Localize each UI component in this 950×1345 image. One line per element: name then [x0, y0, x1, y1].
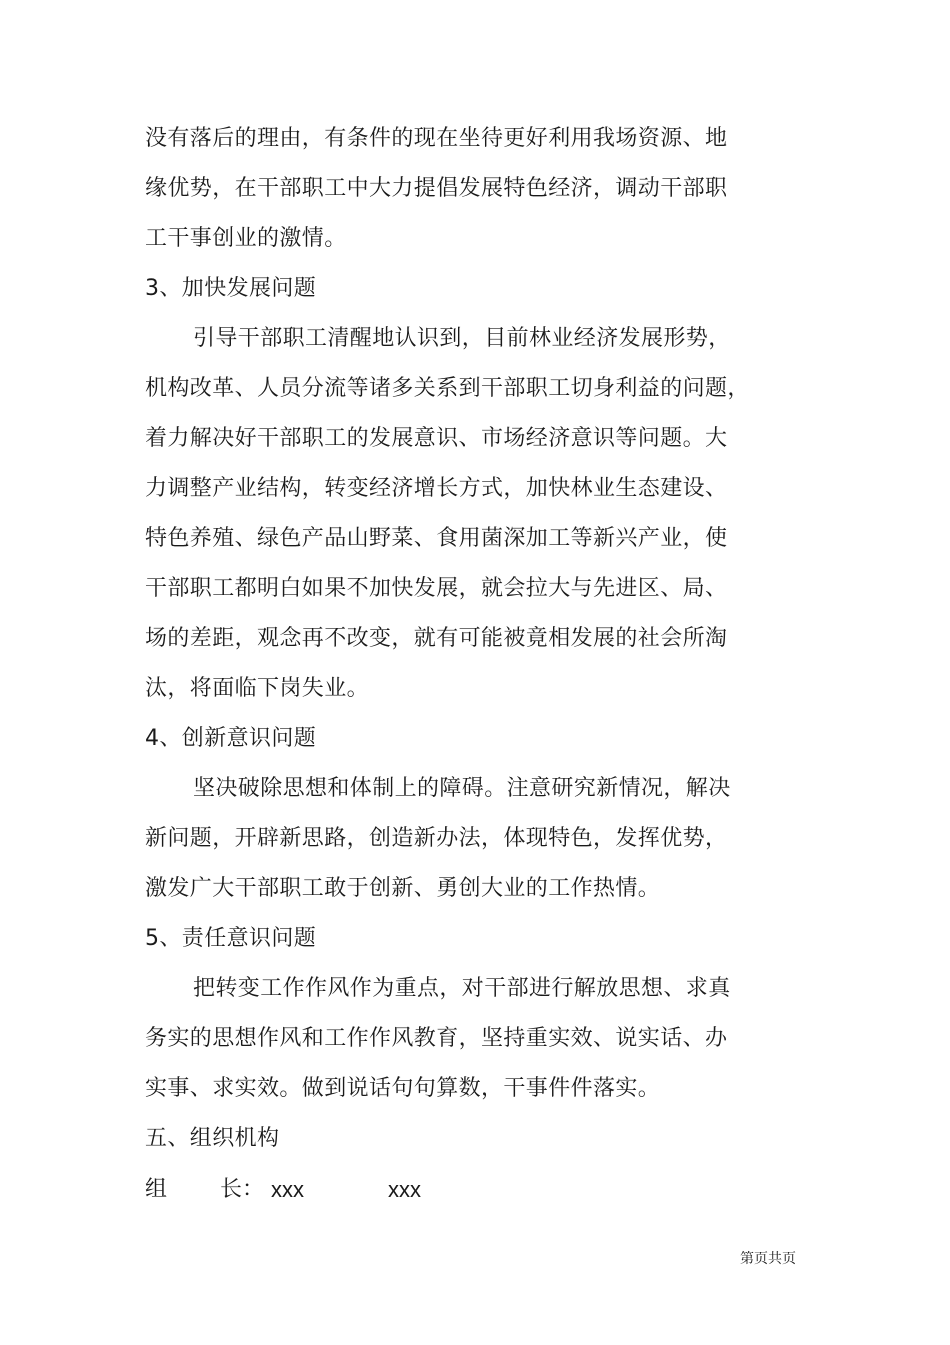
text-line: 缘优势，在干部职工中大力提倡发展特色经济，调动干部职 — [145, 176, 728, 201]
text-line: 实事、求实效。做到说话句句算数，干事件件落实。 — [145, 1076, 661, 1101]
text-line: 力调整产业结构，转变经济增长方式，加快林业生态建设、 — [145, 476, 728, 501]
text-line: 工干事创业的激情。 — [145, 226, 347, 251]
text-line: 引导干部职工清醒地认识到，目前林业经济发展形势， — [193, 326, 731, 351]
text-line: 汰，将面临下岗失业。 — [145, 676, 370, 701]
leader-label-part-1: 组 — [145, 1177, 168, 1202]
section-heading: 4、创新意识问题 — [145, 726, 317, 751]
leader-label-part-2: 长： — [220, 1177, 265, 1202]
text-line: 场的差距，观念再不改变，就有可能被竟相发展的社会所淘 — [145, 626, 728, 651]
section-heading: 3、加快发展问题 — [145, 276, 317, 301]
text-line: 特色养殖、绿色产品山野菜、食用菌深加工等新兴产业，使 — [145, 526, 728, 551]
leader-name-2: xxx — [388, 1177, 421, 1202]
section-heading: 5、责任意识问题 — [145, 926, 317, 951]
text-line: 机构改革、人员分流等诸多关系到干部职工切身利益的问题， — [145, 376, 750, 401]
text-line: 激发广大干部职工敢于创新、勇创大业的工作热情。 — [145, 876, 661, 901]
text-line: 坚决破除思想和体制上的障碍。注意研究新情况，解决 — [193, 776, 731, 801]
text-line: 务实的思想作风和工作作风教育，坚持重实效、说实话、办 — [145, 1026, 728, 1051]
text-line: 干部职工都明白如果不加快发展，就会拉大与先进区、局、 — [145, 576, 728, 601]
text-line: 新问题，开辟新思路，创造新办法，体现特色，发挥优势， — [145, 826, 728, 851]
section-heading: 五、组织机构 — [145, 1126, 280, 1151]
leader-name-1: xxx — [271, 1177, 304, 1202]
text-line: 没有落后的理由，有条件的现在坐待更好利用我场资源、地 — [145, 126, 728, 151]
text-line: 着力解决好干部职工的发展意识、市场经济意识等问题。大 — [145, 426, 728, 451]
text-line: 把转变工作作风作为重点，对干部进行解放思想、求真 — [193, 976, 731, 1001]
page-footer: 第页共页 — [740, 1251, 796, 1267]
